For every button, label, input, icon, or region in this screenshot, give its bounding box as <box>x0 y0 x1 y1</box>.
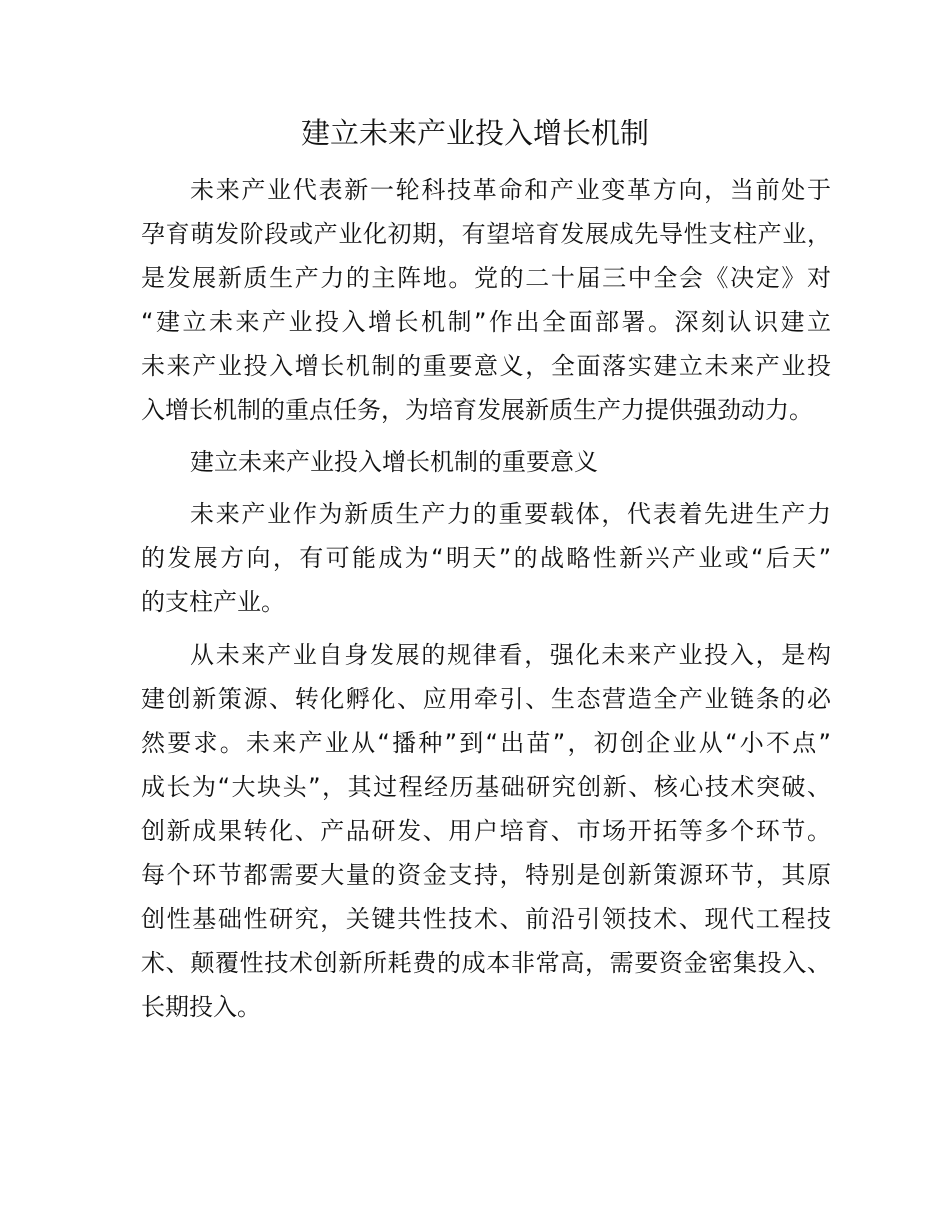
text-line: 创新成果转化、产品研发、用户培育、市场开拓等多个环节。 <box>141 817 831 845</box>
text-line: 入增长机制的重点任务，为培育发展新质生产力提供强劲动力。 <box>141 396 813 424</box>
text-line: 然要求。未来产业从“播种”到“出苗”，初创企业从“小不点” <box>141 729 831 757</box>
paragraph-development-law <box>141 633 831 1029</box>
text-line: 术、颠覆性技术创新所耗费的成本非常高，需要资金密集投入、 <box>141 949 831 977</box>
text-line: 未来产业作为新质生产力的重要载体，代表着先进生产力 <box>190 500 831 528</box>
text-line: 未来产业代表新一轮科技革命和产业变革方向，当前处于 <box>190 176 831 204</box>
text-line: 的支柱产业。 <box>141 588 285 616</box>
text-line: “建立未来产业投入增长机制”作出全面部署。深刻认识建立 <box>141 308 831 336</box>
section-heading <box>141 440 831 484</box>
text-line: 长期投入。 <box>141 993 261 1021</box>
text-line: 创性基础性研究，关键共性技术、前沿引领技术、现代工程技 <box>141 905 831 933</box>
text-line: 建立未来产业投入增长机制的重要意义 <box>190 448 598 476</box>
text-line: 从未来产业自身发展的规律看，强化未来产业投入，是构 <box>190 641 831 669</box>
text-line: 建创新策源、转化孵化、应用牵引、生态营造全产业链条的必 <box>141 685 831 713</box>
paragraph-intro <box>141 168 831 432</box>
text-line: 的发展方向，有可能成为“明天”的战略性新兴产业或“后天” <box>141 544 831 572</box>
document-title: 建立未来产业投入增长机制 <box>300 116 649 150</box>
text-line: 成长为“大块头”，其过程经历基础研究创新、核心技术突破、 <box>141 773 831 801</box>
text-line: 每个环节都需要大量的资金支持，特别是创新策源环节，其原 <box>141 861 831 889</box>
text-line: 孕育萌发阶段或产业化初期，有望培育发展成先导性支柱产业， <box>141 220 831 248</box>
text-line: 未来产业投入增长机制的重要意义，全面落实建立未来产业投 <box>141 352 831 380</box>
paragraph-significance <box>141 492 831 624</box>
text-line: 是发展新质生产力的主阵地。党的二十届三中全会《决定》对 <box>141 264 831 292</box>
